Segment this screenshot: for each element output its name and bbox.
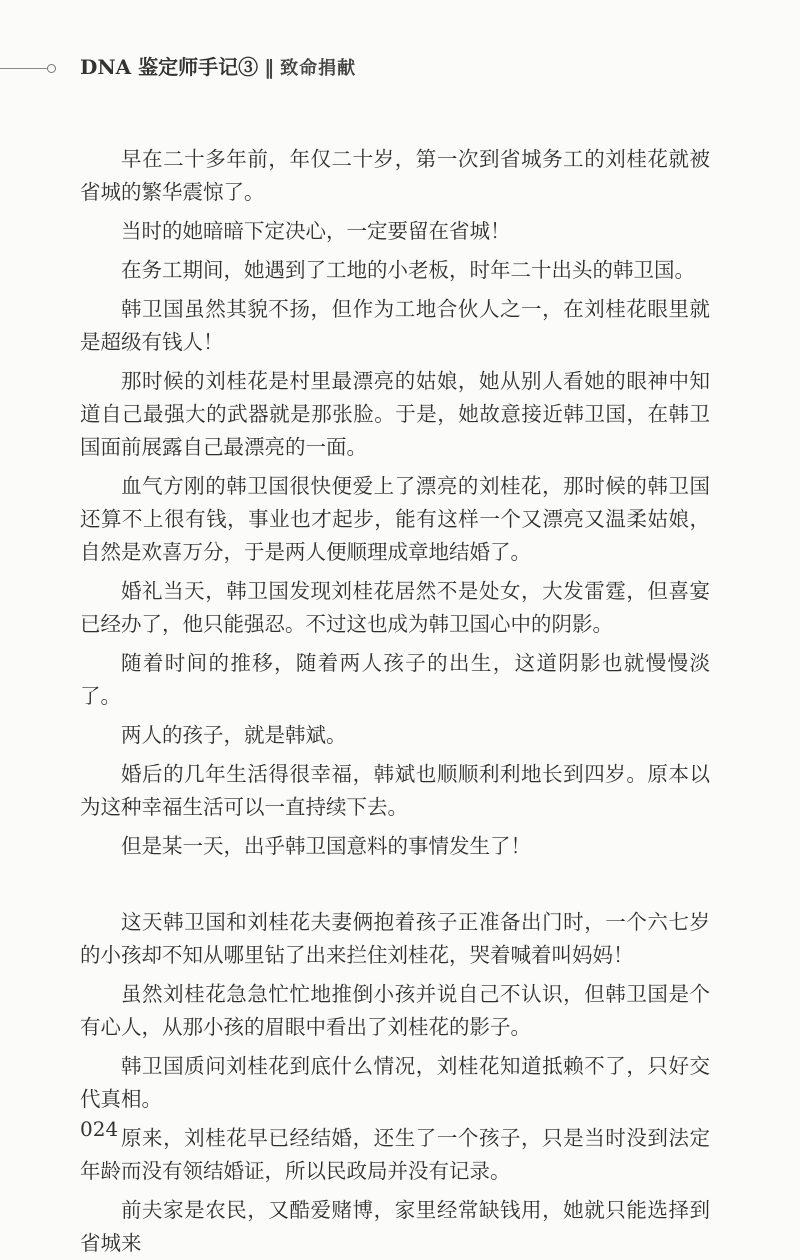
paragraph: 两人的孩子，就是韩斌。 <box>121 723 347 747</box>
section-break <box>80 863 710 906</box>
header-circle-ornament <box>47 64 56 73</box>
paragraph: 当时的她暗暗下定决心，一定要留在省城！ <box>121 219 511 243</box>
paragraph: 随着时间的推移，随着两人孩子的出生，这道阴影也就慢慢淡了。 <box>80 651 710 708</box>
header-rule <box>0 68 48 69</box>
paragraph: 早在二十多年前，年仅二十岁，第一次到省城务工的刘桂花就被省城的繁华震惊了。 <box>80 147 710 204</box>
book-subtitle: 致命捐献 <box>280 58 357 79</box>
running-header <box>0 52 800 82</box>
book-title-text: DNA 鉴定师手记③ <box>80 55 259 79</box>
paragraph: 婚后的几年生活得很幸福，韩斌也顺顺利利地长到四岁。原本以为这种幸福生活可以一直持续下去。 <box>80 762 710 819</box>
paragraph: 这天韩卫国和刘桂花夫妻俩抱着孩子正准备出门时，一个六七岁的小孩却不知从哪里钻了出来拦住刘桂花，哭着喊着叫妈妈！ <box>80 910 710 967</box>
page-body <box>80 143 710 1260</box>
paragraph: 韩卫国虽然其貌不扬，但作为工地合伙人之一，在刘桂花眼里就是超级有钱人！ <box>80 297 710 354</box>
paragraph: 但是某一天，出乎韩卫国意料的事情发生了！ <box>121 834 531 858</box>
book-title <box>80 52 356 84</box>
paragraph: 虽然刘桂花急急忙忙地推倒小孩并说自己不认识，但韩卫国是个有心人，从那小孩的眉眼中看出了刘桂花的影子。 <box>80 982 710 1039</box>
header-separator: ‖ <box>264 55 275 79</box>
paragraph: 前夫家是农民，又酷爱赌博，家里经常缺钱用，她就只能选择到省城来 <box>80 1198 710 1255</box>
paragraph: 在务工期间，她遇到了工地的小老板，时年二十出头的韩卫国。 <box>121 258 695 282</box>
paragraph: 韩卫国质问刘桂花到底什么情况，刘桂花知道抵赖不了，只好交代真相。 <box>80 1054 710 1111</box>
paragraph: 血气方刚的韩卫国很快便爱上了漂亮的刘桂花，那时候的韩卫国还算不上很有钱，事业也才起步，能有这样一个又漂亮又温柔姑娘，自然是欢喜万分，于是两人便顺理成章地结婚了。 <box>80 474 710 564</box>
paragraph: 原来，刘桂花早已经结婚，还生了一个孩子，只是当时没到法定年龄而没有领结婚证，所以民政局并没有记录。 <box>80 1126 710 1183</box>
paragraph: 那时候的刘桂花是村里最漂亮的姑娘，她从别人看她的眼神中知道自己最强大的武器就是那张脸。于是，她故意接近韩卫国，在韩卫国面前展露自己最漂亮的一面。 <box>80 369 710 459</box>
paragraph: 婚礼当天，韩卫国发现刘桂花居然不是处女，大发雷霆，但喜宴已经办了，他只能强忍。不过这也成为韩卫国心中的阴影。 <box>80 579 710 636</box>
page-number: 024 <box>80 1117 119 1141</box>
